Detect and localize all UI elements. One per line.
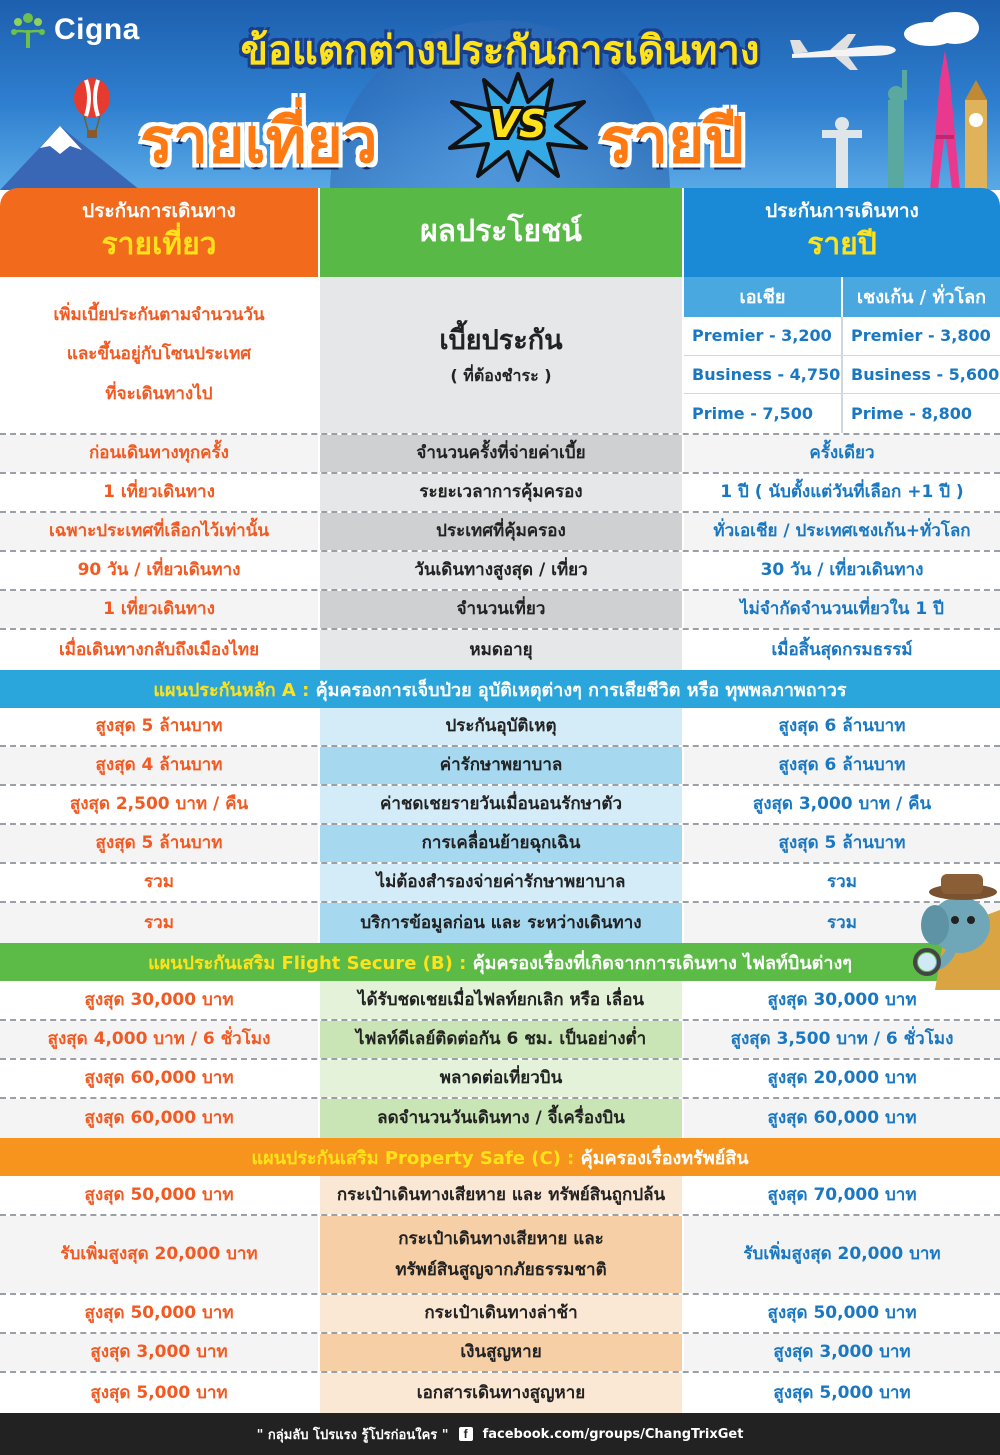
table-row bbox=[0, 552, 1000, 591]
benefit-label: บริการข้อมูลก่อน และ ระหว่างเดินทาง bbox=[318, 903, 684, 943]
plan-a-label: แผนประกันหลัก A : bbox=[153, 679, 310, 701]
annual-value: สูงสุด 6 ล้านบาท bbox=[684, 708, 1000, 745]
per-trip-value: รวม bbox=[0, 864, 318, 901]
premium-per-trip-line: และขึ้นอยู่กับโซนประเทศ bbox=[66, 344, 252, 365]
footer bbox=[0, 1413, 1000, 1455]
annual-value: เมื่อสิ้นสุดกรมธรรม์ bbox=[684, 630, 1000, 670]
table-row bbox=[0, 1373, 1000, 1413]
benefit-label bbox=[318, 1216, 684, 1293]
annual-value: รวม bbox=[684, 864, 1000, 901]
benefit-label: ได้รับชดเชยเมื่อไฟลท์ยกเลิก หรือ เลื่อน bbox=[318, 981, 684, 1019]
logo-text: Cigna bbox=[54, 13, 140, 46]
column-header-row bbox=[0, 188, 1000, 277]
benefit-label: กระเป๋าเดินทางเสียหาย และ ทรัพย์สินถูกปล้น bbox=[318, 1176, 684, 1214]
premium-subtitle: ( ที่ต้องชำระ ) bbox=[450, 366, 552, 386]
benefit-label: เอกสารเดินทางสูญหาย bbox=[318, 1373, 684, 1413]
per-trip-value: ก่อนเดินทางทุกครั้ง bbox=[0, 435, 318, 472]
per-trip-value: เมื่อเดินทางกลับถึงเมืองไทย bbox=[0, 630, 318, 670]
section-band-plan-a bbox=[0, 670, 1000, 708]
table-row bbox=[0, 1060, 1000, 1099]
column-header-benefit: ผลประโยชน์ bbox=[318, 188, 684, 277]
per-trip-value: สูงสุด 2,500 บาท / คืน bbox=[0, 786, 318, 823]
annual-value: สูงสุด 3,000 บาท bbox=[684, 1334, 1000, 1371]
table-row bbox=[0, 864, 1000, 903]
per-trip-value: สูงสุด 30,000 บาท bbox=[0, 981, 318, 1019]
footer-slogan: " กลุ่มลับ โปรแรง รู้โปรก่อนใคร " bbox=[256, 1427, 449, 1443]
per-trip-value: สูงสุด 4 ล้านบาท bbox=[0, 747, 318, 784]
section-band-plan-c bbox=[0, 1138, 1000, 1176]
table-row bbox=[0, 786, 1000, 825]
vs-badge bbox=[448, 72, 588, 182]
benefit-label: ค่าชดเชยรายวันเมื่อนอนรักษาตัว bbox=[318, 786, 684, 823]
benefit-label: จำนวนครั้งที่จ่ายค่าเบี้ย bbox=[318, 435, 684, 472]
table-row bbox=[0, 630, 1000, 670]
table-row bbox=[0, 1021, 1000, 1060]
per-trip-value: รวม bbox=[0, 903, 318, 943]
benefit-label: เงินสูญหาย bbox=[318, 1334, 684, 1371]
plan-b-label: แผนประกันเสริม Flight Secure (B) : bbox=[148, 952, 467, 974]
benefit-label: วันเดินทางสูงสุด / เที่ยว bbox=[318, 552, 684, 589]
title-per-trip: รายเที่ยว bbox=[140, 104, 378, 177]
plan-asia: Business - 4,750 bbox=[684, 356, 843, 395]
annual-value: สูงสุด 70,000 บาท bbox=[684, 1176, 1000, 1214]
plan-row bbox=[684, 356, 1000, 395]
hot-air-balloon-icon bbox=[72, 78, 112, 142]
premium-benefit bbox=[318, 277, 684, 433]
plan-row bbox=[684, 317, 1000, 356]
table-row bbox=[0, 474, 1000, 513]
per-trip-value: 1 เที่ยวเดินทาง bbox=[0, 591, 318, 628]
benefit-label: กระเป๋าเดินทางล่าช้า bbox=[318, 1295, 684, 1332]
table-row bbox=[0, 747, 1000, 786]
annual-value: สูงสุด 5,000 บาท bbox=[684, 1373, 1000, 1413]
per-trip-value: เฉพาะประเทศที่เลือกไว้เท่านั้น bbox=[0, 513, 318, 550]
facebook-icon: f bbox=[459, 1427, 473, 1441]
title-top: ข้อแตกต่างประกันการเดินทาง bbox=[240, 28, 760, 74]
benefit-label: การเคลื่อนย้ายฉุกเฉิน bbox=[318, 825, 684, 862]
plan-c-desc: คุ้มครองเรื่องทรัพย์สิน bbox=[574, 1147, 749, 1169]
benefit-label-line: กระเป๋าเดินทางเสียหาย และ bbox=[398, 1228, 604, 1249]
table-row bbox=[0, 903, 1000, 943]
plan-world: Prime - 8,800 bbox=[851, 404, 973, 424]
annual-value: สูงสุด 60,000 บาท bbox=[684, 1099, 1000, 1138]
table-row bbox=[0, 1295, 1000, 1334]
per-trip-value: สูงสุด 50,000 บาท bbox=[0, 1176, 318, 1214]
table-row bbox=[0, 825, 1000, 864]
plan-world: Business - 5,600 bbox=[843, 356, 1000, 395]
benefit-label: ค่ารักษาพยาบาล bbox=[318, 747, 684, 784]
header-banner bbox=[0, 0, 1000, 190]
per-trip-value: สูงสุด 4,000 บาท / 6 ชั่วโมง bbox=[0, 1021, 318, 1058]
plan-asia: Premier - 3,200 bbox=[684, 317, 843, 356]
per-trip-value: สูงสุด 50,000 บาท bbox=[0, 1295, 318, 1332]
premium-per-trip-line: เพิ่มเบี้ยประกันตามจำนวนวัน bbox=[53, 305, 265, 326]
annual-value: สูงสุด 6 ล้านบาท bbox=[684, 747, 1000, 784]
annual-value: รวม bbox=[684, 903, 1000, 943]
premium-per-trip bbox=[0, 277, 318, 433]
benefit-label: ไม่ต้องสำรองจ่ายค่ารักษาพยาบาล bbox=[318, 864, 684, 901]
benefit-label: หมดอายุ bbox=[318, 630, 684, 670]
per-trip-value: 1 เที่ยวเดินทาง bbox=[0, 474, 318, 511]
table-row bbox=[0, 513, 1000, 552]
annual-value: สูงสุด 20,000 บาท bbox=[684, 1060, 1000, 1097]
table-row bbox=[0, 708, 1000, 747]
annual-value: สูงสุด 3,500 บาท / 6 ชั่วโมง bbox=[684, 1021, 1000, 1058]
zone-header bbox=[684, 277, 1000, 317]
table-row bbox=[0, 1216, 1000, 1295]
annual-value: 30 วัน / เที่ยวเดินทาง bbox=[684, 552, 1000, 589]
table-row bbox=[0, 1176, 1000, 1216]
benefit-label: ประกันอุบัติเหตุ bbox=[318, 708, 684, 745]
annual-value: สูงสุด 3,000 บาท / คืน bbox=[684, 786, 1000, 823]
annual-value: สูงสุด 30,000 บาท bbox=[684, 981, 1000, 1019]
benefit-label: ระยะเวลาการคุ้มครอง bbox=[318, 474, 684, 511]
plan-world: Premier - 3,800 bbox=[843, 317, 1000, 356]
annual-value: สูงสุด 50,000 บาท bbox=[684, 1295, 1000, 1332]
plan-b-desc: คุ้มครองเรื่องที่เกิดจากการเดินทาง ไฟลท์บินต่างๆ bbox=[466, 952, 852, 974]
benefit-label: พลาดต่อเที่ยวบิน bbox=[318, 1060, 684, 1097]
premium-title: เบี้ยประกัน bbox=[439, 324, 563, 356]
per-trip-value: สูงสุด 5 ล้านบาท bbox=[0, 708, 318, 745]
per-trip-value: สูงสุด 60,000 บาท bbox=[0, 1099, 318, 1138]
table-row bbox=[0, 591, 1000, 630]
per-trip-value: สูงสุด 60,000 บาท bbox=[0, 1060, 318, 1097]
premium-per-trip-line: ที่จะเดินทางไป bbox=[105, 383, 213, 404]
plan-c-label: แผนประกันเสริม Property Safe (C) : bbox=[251, 1147, 575, 1169]
benefit-label: ลดจำนวนวันเดินทาง / จี้เครื่องบิน bbox=[318, 1099, 684, 1138]
benefit-label: จำนวนเที่ยว bbox=[318, 591, 684, 628]
column-header-annual-sub: ประกันการเดินทาง bbox=[765, 200, 919, 223]
table-row bbox=[0, 1099, 1000, 1138]
per-trip-value: สูงสุด 3,000 บาท bbox=[0, 1334, 318, 1371]
benefit-label: ไฟลท์ดีเลย์ติดต่อกัน 6 ชม. เป็นอย่างต่ำ bbox=[318, 1021, 684, 1058]
annual-value: ทั่วเอเชีย / ประเทศเชงเก้น+ทั่วโลก bbox=[684, 513, 1000, 550]
column-header-per-trip-sub: ประกันการเดินทาง bbox=[82, 200, 236, 223]
section-band-plan-b bbox=[0, 943, 1000, 981]
annual-value: ไม่จำกัดจำนวนเที่ยวใน 1 ปี bbox=[684, 591, 1000, 628]
zone-world: เชงเก้น / ทั่วโลก bbox=[843, 277, 1000, 317]
column-header-per-trip-title: รายเที่ยว bbox=[101, 227, 217, 263]
footer-link[interactable]: facebook.com/groups/ChangTrixGet bbox=[482, 1426, 744, 1442]
per-trip-value: สูงสุด 5 ล้านบาท bbox=[0, 825, 318, 862]
annual-value: ครั้งเดียว bbox=[684, 435, 1000, 472]
table-row bbox=[0, 981, 1000, 1021]
column-header-per-trip bbox=[0, 188, 318, 277]
title-annual: รายปี bbox=[600, 104, 744, 177]
benefit-label: ประเทศที่คุ้มครอง bbox=[318, 513, 684, 550]
vs-text: VS bbox=[489, 102, 547, 146]
column-header-annual bbox=[684, 188, 1000, 277]
per-trip-value: รับเพิ่มสูงสุด 20,000 บาท bbox=[0, 1216, 318, 1293]
premium-row bbox=[0, 277, 1000, 435]
per-trip-value: 90 วัน / เที่ยวเดินทาง bbox=[0, 552, 318, 589]
mountain-illustration bbox=[0, 118, 140, 190]
annual-value: สูงสุด 5 ล้านบาท bbox=[684, 825, 1000, 862]
zone-asia: เอเชีย bbox=[684, 277, 843, 317]
per-trip-value: สูงสุด 5,000 บาท bbox=[0, 1373, 318, 1413]
plan-asia: Prime - 7,500 bbox=[684, 394, 843, 433]
column-header-annual-title: รายปี bbox=[807, 227, 877, 263]
plan-row bbox=[684, 394, 1000, 433]
premium-annual-grid bbox=[684, 277, 1000, 433]
benefit-label-line: ทรัพย์สินสูญจากภัยธรรมชาติ bbox=[395, 1259, 607, 1280]
annual-value: 1 ปี ( นับตั้งแต่วันที่เลือก +1 ปี ) bbox=[684, 474, 1000, 511]
annual-value: รับเพิ่มสูงสุด 20,000 บาท bbox=[684, 1216, 1000, 1293]
plan-a-desc: คุ้มครองการเจ็บป่วย อุบัติเหตุต่างๆ การเสียชีวิต หรือ ทุพพลภาพถาวร bbox=[309, 679, 847, 701]
elephant-detective-mascot-icon bbox=[905, 870, 1000, 990]
table-row bbox=[0, 435, 1000, 474]
table-row bbox=[0, 1334, 1000, 1373]
